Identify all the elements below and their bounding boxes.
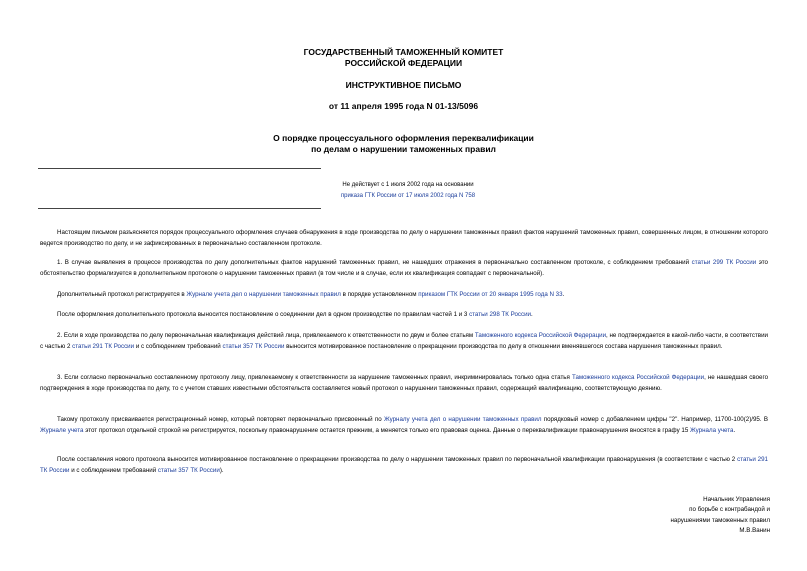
signature-title-line2: по борьбе с контрабандой и [689,506,770,514]
paragraph-6-text-d: . [733,426,736,434]
paragraph-6-text-b: порядковый номер с добавлением цифры "2". Например, 11700-100(2)/95. В [541,416,769,423]
signature-block [610,495,770,537]
journal-short-link-2[interactable]: Журнала учета [690,426,734,434]
paragraph-2-text-c: . [562,291,565,298]
document-title-line2: по делам о нарушении таможенных правил [311,144,496,154]
paragraph-intro: Настоящим письмом разъясняется порядок процессуального оформления случаев обнаружения в ходе производства по делу о нарушении таможенных правил фактов нарушений таможенных правил, совершенных лицом, в отношении которого ведется производство по делу, и не зафиксированных в первоначально составленном протоколе. [40,229,768,247]
agency-name-line2: РОССИЙСКОЙ ФЕДЕРАЦИИ [344,58,463,68]
paragraph-3-text-a: После оформления дополнительного протокола выносится постановление о соединении дел в одном производстве по правилам частей 1 и 3 [57,311,470,318]
article-291-link[interactable]: статьи 291 ТК России [72,342,135,350]
paragraph-5-text-b: , не нашедшая своего подтверждения в ходе производства по делу, то с учетом ставших известными обстоятельств составляется новый протокол о нарушении таможенных правил, содержащий квалификацию, соответствующую деянию. [40,374,769,392]
paragraph-1-text-b: это обстоятельство формализуется в дополнительном протоколе о нарушении таможенных правил (в том числе и в случае, если их квалификация совпадает с первоначальной). [40,259,768,277]
status-order-link[interactable]: приказа ГТК России от 17 июля 2002 года N 758 [340,193,476,199]
paragraph-5 [40,373,768,394]
journal-short-link[interactable]: Журнале учета [40,426,84,434]
paragraph-6-text-c: этот протокол отдельной строкой не регистрируется, поскольку правонарушение остается прежним, а меняется только его правовая оценка. Данные о переквалификации правонарушения вносятся в графу 15 [83,426,690,434]
divider-top [38,168,321,169]
paragraph-2 [40,290,768,301]
paragraph-4-text-d: выносится мотивированное постановление о прекращении производства по делу в отношении вменявшегося состава нарушения таможенных правил. [284,342,723,350]
paragraph-3-text-b: . [531,311,533,318]
paragraph-2-text-a: Дополнительный протокол регистрируется в [57,291,187,298]
divider-bottom [38,208,321,209]
order-33-link[interactable]: приказом ГТК России от 20 января 1995 года N 33 [418,291,563,298]
article-299-link[interactable]: статьи 299 ТК России [691,259,757,266]
paragraph-2-text-b: в порядке установленном [340,291,419,298]
paragraph-4 [40,331,768,352]
signature-title-line1: Начальник Управления [703,496,770,503]
document-title-line1: О порядке процессуального оформления переквалификации [273,133,534,143]
article-357-link[interactable]: статьи 357 ТК России [222,342,285,350]
signature-name: М.В.Ванин [739,527,770,535]
article-291-link-2[interactable]: статьи 291 ТК России [40,456,768,474]
paragraph-4-text-c: и с соблюдением требований [134,342,223,350]
signature-title-line3: нарушениями таможенных правил [670,516,770,524]
paragraph-5-text-a: 3. Если согласно первоначально составленному протоколу лицу, привлекаемому к ответственности за нарушение таможенных правил, инкриминировалась только одна статья [57,374,572,381]
customs-code-link-2[interactable]: Таможенного кодекса Российской Федерации [571,374,705,381]
paragraph-7-text-b: и с соблюдением требований [69,466,158,474]
agency-name-line1: ГОСУДАРСТВЕННЫЙ ТАМОЖЕННЫЙ КОМИТЕТ [303,47,504,57]
paragraph-6-text-a: Такому протоколу присваивается регистрационный номер, который повторяет первоначально присвоенный по [57,416,384,423]
journal-link[interactable]: Журнале учета дел о нарушении таможенных правил [186,291,341,298]
customs-code-link[interactable]: Таможенного кодекса Российской Федерации [474,332,607,339]
paragraph-1-text-a: 1. В случае выявления в процессе производства по делу дополнительных фактов нарушений таможенных правил, не нашедших отражения в первоначально составленном протоколе, с соблюдением требований [57,259,692,266]
document-date-number: от 11 апреля 1995 года N 01-13/5096 [328,101,479,111]
paragraph-7-text-c: ). [219,466,224,474]
paragraph-6 [40,415,768,436]
paragraph-4-text-a: 2. Если в ходе производства по делу первоначальная квалификация действий лица, привлекаемого к ответственности по двум и более статьям [57,332,475,339]
paragraph-4-text-b: , не подтверждается в какой-либо части, в соответствии с частью 2 [40,332,769,350]
paragraph-3 [40,310,768,321]
paragraph-1 [40,258,768,279]
journal-link-2[interactable]: Журналу учета дел о нарушении таможенных правил [383,416,542,423]
status-link[interactable] [323,191,493,202]
article-357-link-2[interactable]: статьи 357 ТК России [157,466,220,474]
paragraph-7-text-a: После составления нового протокола выносится мотивированное постановление о прекращении производства по делу о нарушении таможенных правил по первоначальной квалификации правонарушения (в соответствии с частью 2 [57,456,738,463]
document-type: ИНСТРУКТИВНОЕ ПИСЬМО [345,80,462,90]
article-298-link[interactable]: статьи 298 ТК России [469,311,532,318]
status-text: Не действует с 1 июля 2002 года на основании [342,182,474,188]
paragraph-7 [40,455,768,476]
